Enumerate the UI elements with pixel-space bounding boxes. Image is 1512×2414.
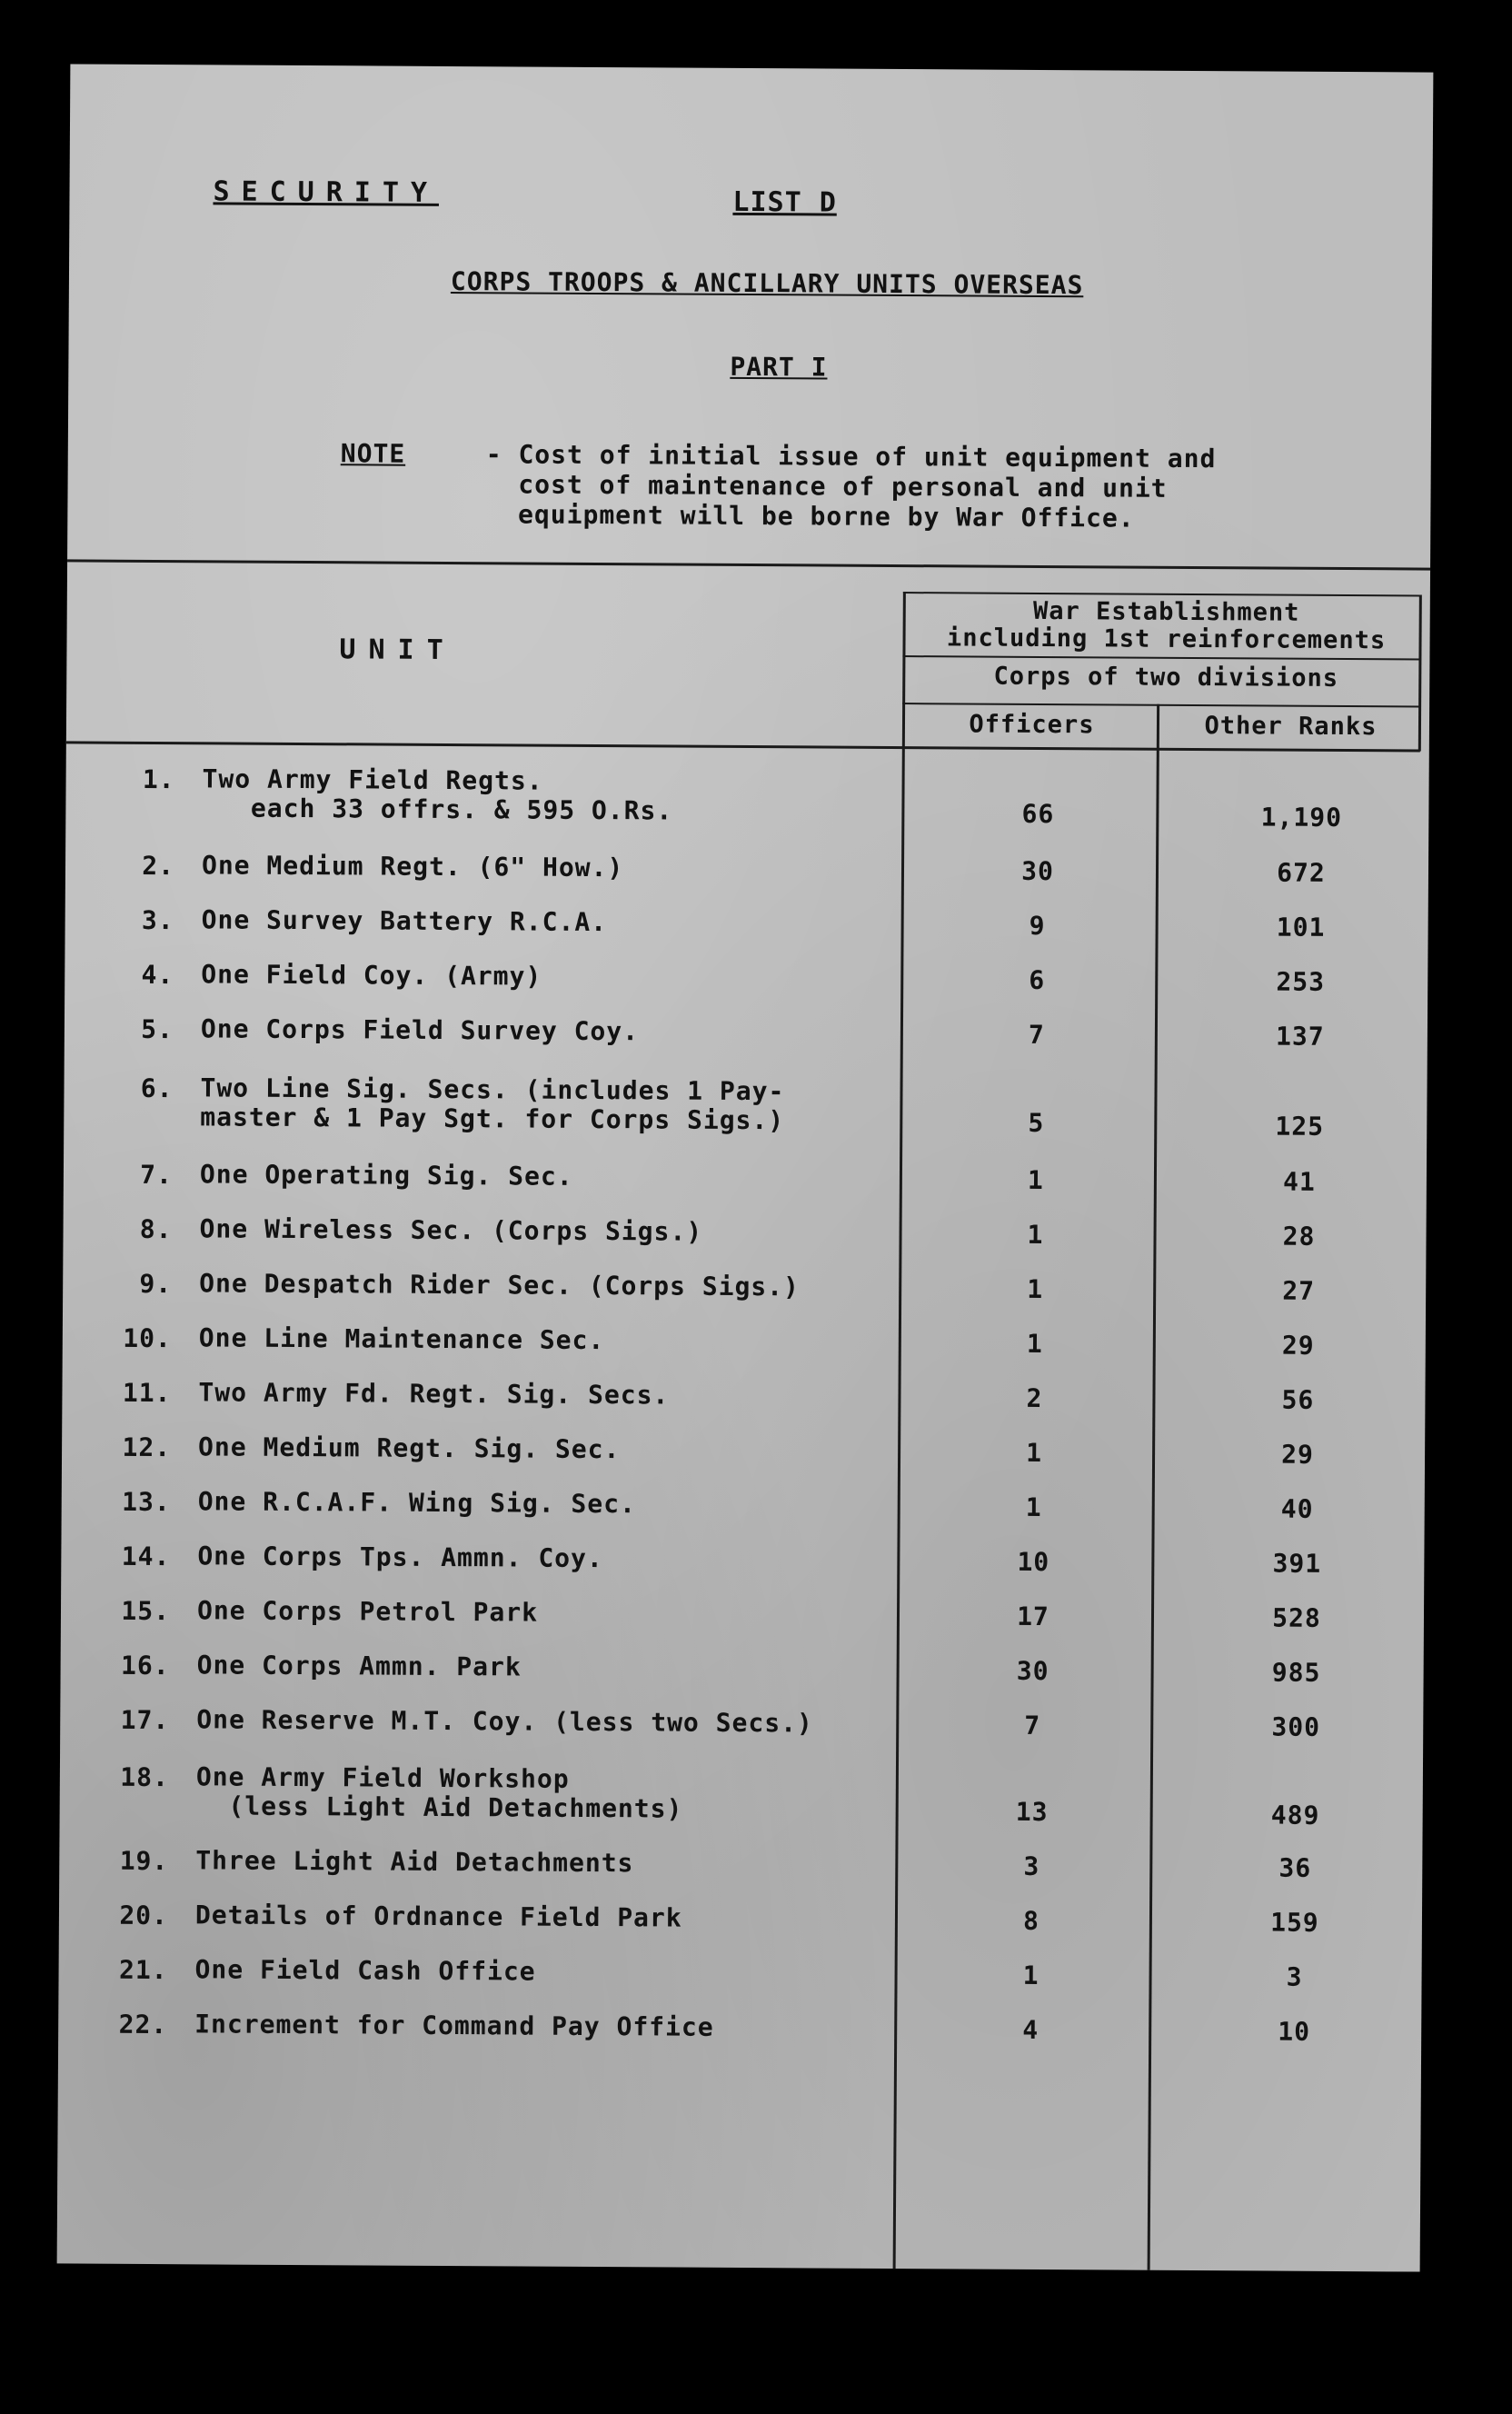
row-number: 14. [121,1541,171,1572]
row-unit: One Medium Regt. Sig. Sec. [198,1431,621,1465]
row-officers: 4 [1022,2014,1040,2045]
row-number: 7. [140,1159,174,1191]
row-officers: 30 [1021,855,1054,887]
row-other-ranks: 137 [1275,1021,1325,1052]
table-row [65,959,1427,997]
row-number: 5. [141,1013,174,1045]
row-officers: 10 [1017,1546,1050,1578]
row-other-ranks: 1,190 [1260,802,1343,833]
table-row [63,1268,1426,1306]
row-number: 13. [122,1486,171,1518]
row-unit: One Medium Regt. (6" How.) [201,850,624,883]
security-heading: SECURITY [213,175,440,209]
table-row [66,763,1429,833]
row-officers: 1 [1025,1491,1042,1523]
table-row [65,904,1428,943]
row-officers: 1 [1026,1437,1043,1469]
row-other-ranks: 528 [1272,1602,1321,1633]
table-row [63,1322,1426,1361]
row-officers: 30 [1016,1655,1049,1687]
row-officers: 13 [1015,1796,1049,1828]
row-other-ranks: 672 [1277,857,1326,888]
table-row [60,1761,1423,1830]
row-officers: 7 [1024,1710,1041,1741]
document-page [57,64,1434,2271]
table-row [65,850,1428,888]
row-unit: Increment for Command Pay Office [194,2009,714,2042]
row-officers: 7 [1028,1019,1045,1051]
row-unit: One R.C.A.F. Wing Sig. Sec. [197,1486,636,1520]
row-unit: Two Line Sig. Secs. (includes 1 Pay- master & 1 Pay Sgt. for Corps Sigs.) [200,1072,785,1136]
row-number: 4. [141,959,174,991]
row-officers: 1 [1027,1219,1044,1251]
table-row [63,1377,1426,1415]
table-row [59,1900,1422,1938]
subgroup-header-rule [902,655,1420,660]
row-unit: One Corps Ammn. Park [196,1650,522,1682]
row-officers: 17 [1017,1601,1049,1632]
header-bottom-rule [66,741,1420,752]
row-unit: One Operating Sig. Sec. [199,1159,573,1192]
table-row [58,2009,1421,2047]
row-other-ranks: 253 [1276,966,1326,997]
row-other-ranks: 10 [1278,2016,1311,2047]
group-header-line2: including 1st reinforcements [946,623,1387,655]
corps-subheader: Corps of two divisions [993,662,1339,693]
table-top-rule [67,559,1430,570]
col-header-rule [902,703,1420,707]
row-number: 15. [121,1595,171,1627]
row-unit: One Survey Battery R.C.A. [201,904,608,938]
unit-column-header: UNIT [339,633,456,667]
row-number: 11. [122,1377,172,1409]
table-row [60,1704,1423,1742]
row-officers: 3 [1023,1850,1040,1881]
document-title: CORPS TROOPS & ANCILLARY UNITS OVERSEAS [450,266,1084,301]
row-unit: One Field Coy. (Army) [201,959,542,992]
row-unit: One Despatch Rider Sec. (Corps Sigs.) [199,1268,801,1302]
row-unit: One Reserve M.T. Coy. (less two Secs.) [196,1704,813,1739]
table-row [59,1954,1422,1992]
row-other-ranks: 36 [1278,1852,1312,1883]
row-number: 2. [142,850,175,882]
row-other-ranks: 29 [1281,1439,1315,1470]
row-number: 8. [139,1213,173,1245]
row-other-ranks: 3 [1286,1961,1303,1992]
row-unit: One Field Cash Office [194,1954,536,1987]
row-unit: Three Light Aid Detachments [195,1845,634,1879]
row-other-ranks: 125 [1275,1111,1325,1142]
row-officers: 1 [1027,1273,1044,1305]
row-other-ranks: 40 [1280,1493,1314,1524]
row-officers: 2 [1026,1382,1043,1414]
list-heading: LIST D [732,185,837,219]
row-other-ranks: 101 [1276,912,1326,943]
table-row [65,1072,1427,1142]
row-number: 1. [142,763,175,795]
row-number: 18. [120,1761,169,1793]
table-row [61,1595,1424,1633]
table-row [64,1159,1427,1197]
unit-column-divider [893,592,906,2269]
row-unit: Details of Ordnance Field Park [194,1900,682,1933]
table-row [62,1431,1425,1470]
row-number: 6. [140,1072,174,1104]
table-row [61,1650,1424,1688]
row-number: 21. [118,1954,168,1986]
row-number: 17. [120,1704,170,1736]
row-number: 3. [141,904,174,936]
row-unit: Two Army Field Regts. each 33 offrs. & 595 O.Rs. [202,763,673,826]
row-unit: One Army Field Workshop (less Light Aid Detachments) [195,1761,683,1824]
note-text: - Cost of initial issue of unit equipment and cost of maintenance of personal and unit equipment will be borne by War Office. [485,439,1217,534]
row-unit: One Corps Petrol Park [196,1595,539,1628]
row-unit: One Line Maintenance Sec. [198,1322,605,1356]
row-other-ranks: 985 [1271,1657,1321,1688]
row-unit: One Corps Tps. Ammn. Coy. [197,1541,603,1574]
row-unit: Two Army Fd. Regt. Sig. Secs. [198,1377,670,1411]
row-number: 22. [118,2009,168,2040]
table-row [64,1213,1427,1252]
note-label: NOTE [340,438,406,469]
table-row [61,1541,1424,1579]
officers-column-divider [1148,704,1160,2270]
row-number: 9. [139,1268,173,1300]
row-officers: 1 [1022,1960,1040,1990]
row-officers: 9 [1029,910,1046,942]
row-other-ranks: 56 [1281,1384,1315,1415]
row-other-ranks: 28 [1282,1221,1316,1252]
row-officers: 66 [1021,798,1055,830]
row-officers: 1 [1027,1164,1044,1196]
row-other-ranks: 41 [1282,1166,1316,1197]
row-officers: 8 [1022,1905,1040,1936]
row-number: 19. [119,1845,169,1877]
row-other-ranks: 27 [1282,1275,1316,1306]
table-row [65,1013,1427,1052]
row-officers: 1 [1026,1328,1043,1360]
part-heading: PART I [730,351,828,383]
row-other-ranks: 159 [1270,1907,1319,1938]
row-unit: One Corps Field Survey Coy. [200,1013,640,1047]
row-officers: 6 [1029,964,1046,996]
row-number: 16. [120,1650,170,1681]
row-unit: One Wireless Sec. (Corps Sigs.) [199,1213,703,1247]
row-officers: 5 [1028,1107,1045,1139]
row-number: 12. [122,1431,172,1463]
row-other-ranks: 391 [1272,1548,1322,1579]
row-other-ranks: 489 [1270,1800,1320,1830]
officers-column-header: Officers [969,710,1095,740]
row-other-ranks: 29 [1281,1330,1315,1361]
row-number: 10. [123,1322,172,1354]
table-row [62,1486,1425,1524]
table-row [59,1845,1422,1883]
group-header-line1: War Establishment [1032,596,1300,627]
row-other-ranks: 300 [1271,1711,1321,1742]
other-ranks-column-header: Other Ranks [1204,712,1378,742]
row-number: 20. [119,1900,169,1931]
